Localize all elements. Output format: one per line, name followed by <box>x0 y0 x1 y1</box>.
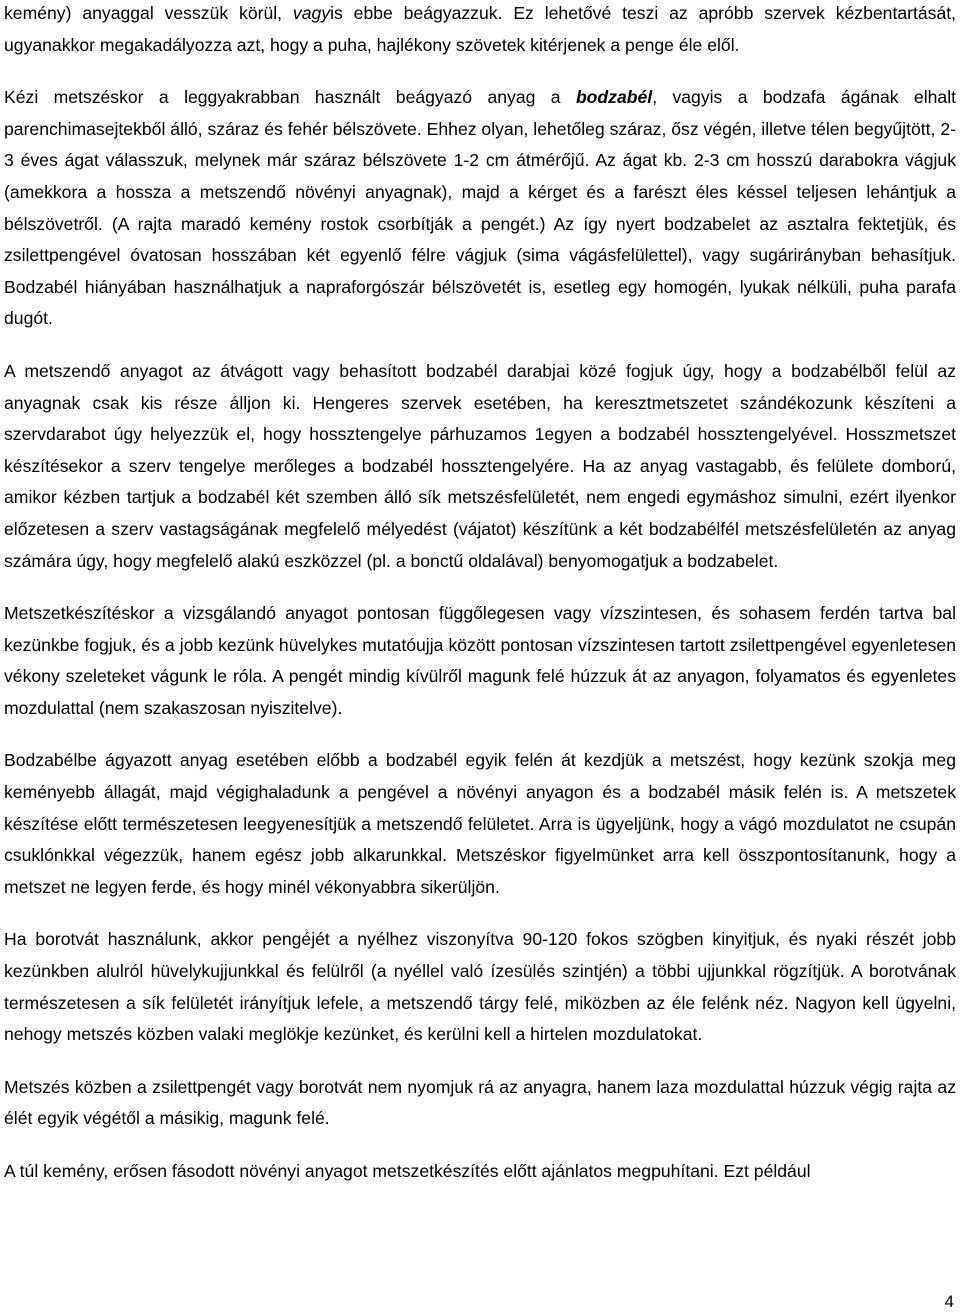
paragraph-0-italic: vagy <box>292 3 331 23</box>
paragraph-1-emphasis: bodzabél <box>575 87 653 108</box>
paragraph-4: Bodzabélbe ágyazott anyag esetében előbb a bodzabél egyik felén át kezdjük a metszést, hogy kezünk szokja meg keményebb állagát, majd végighaladunk a pengével a növényi anyagon és a bodzabél másik felén is. A metszetek készítése előtt természetesen leegyenesítjük a metszendő felületet. Arra is ügyeljünk, hogy a vágó mozdulatot ne csupán csuklónkkal végezzük, hanem egész jobb alkarunkkal. Metszéskor figyelmünket arra kell összpontosítanunk, hogy a metszet ne legyen ferde, és hogy minél vékonyabbra sikerüljön. <box>4 750 956 897</box>
paragraph-0 <box>4 0 956 61</box>
paragraph-0-text-a: kemény) anyaggal vesszük körül, <box>4 3 293 23</box>
document-page <box>4 0 956 1188</box>
paragraph-0-text-c: is ebbe beágyazzuk. Ez lehetővé teszi az apróbb szervek kézbentartását, ugyanakkor megakadályozza azt, hogy a puha, hajlékony szövetek kitérjenek a penge éle elől. <box>4 3 957 55</box>
page-number: 4 <box>944 1292 954 1311</box>
paragraph-2: A metszendő anyagot az átvágott vagy behasított bodzabél darabjai közé fogjuk úgy, hogy a bodzabélből felül az anyagnak csak kis része álljon ki. Hengeres szervek esetében, ha keresztmetszetet szándékozunk készíteni a szervdarabot úgy helyezzük el, hogy hossztengelye párhuzamos 1egyen a bodzabél hossztengelyével. Hosszmetszet készítésekor a szerv tengelye merőleges a bodzabél hossztengelyére. Ha az anyag vastagabb, és felülete domború, amikor kézben tartjuk a bodzabél két szemben álló sík metszésfelületét, nem engedi egymáshoz simulni, ezért ilyenkor előzetesen a szerv vastagságának megfelelő mélyedést (vájatot) készítünk a két bodzabélfél metszésfelületén az anyag számára úgy, hogy megfelelő alakú eszközzel (pl. a bonctű oldalával) benyomogatjuk a bodzabelet. <box>4 360 956 571</box>
paragraph-1 <box>4 82 956 335</box>
paragraph-1-text-a: Kézi metszéskor a leggyakrabban használt beágyazó anyag a <box>4 87 576 108</box>
paragraph-6: Metszés közben a zsilettpengét vagy borotvát nem nyomjuk rá az anyagra, hanem laza mozdulattal húzzuk végig rajta az élét egyik végétől a másikig, magunk felé. <box>4 1076 956 1129</box>
paragraph-5: Ha borotvát használunk, akkor pengéjét a nyélhez viszonyítva 90-120 fokos szögben kinyitjuk, és nyaki részét jobb kezünkben alulról hüvelykujjunkkal és felülről (a nyéllel való ízesülés szintjén) a többi ujjunkkal rögzítjük. A borotvának természetesen a sík felületét irányítjuk lefele, a metszendő tárgy felé, miközben az éle felénk néz. Nagyon kell ügyelni, nehogy metszés közben valaki meglökje kezünket, és kerülni kell a hirtelen mozdulatokat. <box>4 929 956 1045</box>
paragraph-1-text-c: , vagyis a bodzafa ágának elhalt parenchimasejtekből álló, száraz és fehér bélszövete. Ehhez olyan, lehetőleg száraz, ősz végén, illetve télen begyűjtött, 2-3 éves ágat válasszuk, melynek már száraz bélszövete 1-2 cm átmérőjű. Az ágat kb. 2-3 cm hosszú darabokra vágjuk (amekkora a hossza a metszendő növényi anyagnak), majd a kérget és a farészt éles késsel teljesen lehántjuk a bélszövetről. (A rajta maradó kemény rostok csorbítják a pengét.) Az így nyert bodzabelet az asztalra fektetjük, és zsilettpengével óvatosan hosszában két egyenlő félre vágjuk (sima vágásfelülettel), vagy sugárirányban behasítjuk. Bodzabél hiányában használhatjuk a napraforgószár bélszövetét is, esetleg egy homogén, lyukak nélküli, puha parafa dugót. <box>4 87 956 329</box>
paragraph-3: Metszetkészítéskor a vizsgálandó anyagot pontosan függőlegesen vagy vízszintesen, és sohasem ferdén tartva bal kezünkbe fogjuk, és a jobb kezünk hüvelykes mutatóujja között pontosan vízszintesen tartott zsilettpengével egyenletesen vékony szeleteket vágunk le róla. A pengét mindig kívülről magunk felé húzzuk át az anyagon, folyamatos és egyenletes mozdulattal (nem szakaszosan nyiszitelve). <box>4 603 956 718</box>
paragraph-7: A túl kemény, erősen fásodott növényi anyagot metszetkészítés előtt ajánlatos megpuhítani. Ezt például <box>4 1161 811 1181</box>
